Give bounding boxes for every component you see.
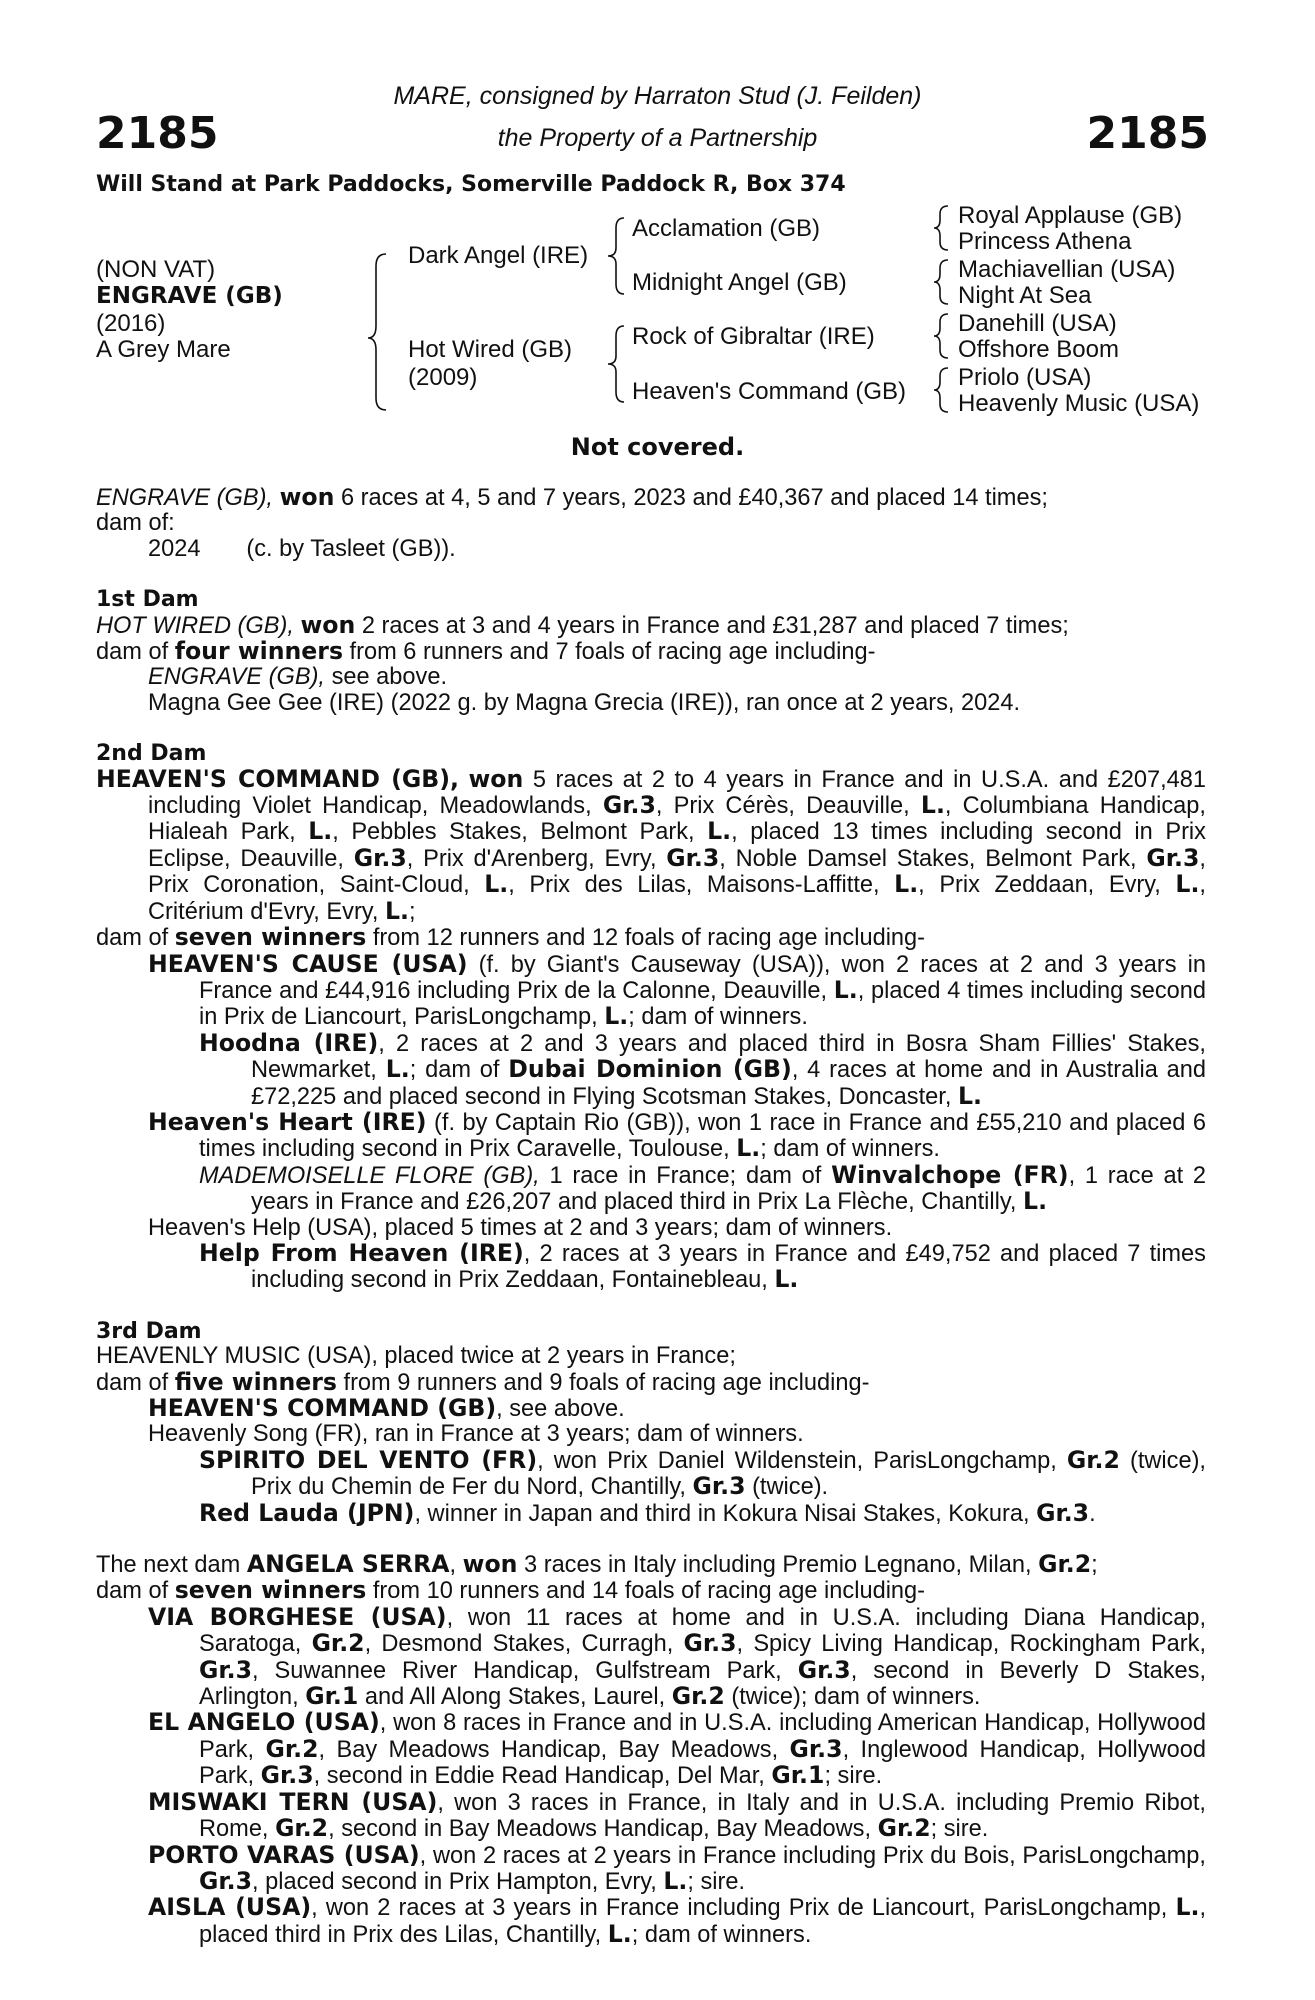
property-line: the Property of a Partnership: [497, 124, 818, 152]
text-run: ;: [408, 898, 416, 925]
listed-label: L.: [604, 1002, 629, 1031]
next-dam-record: [96, 1552, 1206, 1578]
text-run: , won 8 races in France and in U.S.A. including American Handicap, Hollywood Park,: [199, 1710, 1206, 1763]
text-run: , won Prix Daniel Wildenstein, ParisLongchamp,: [537, 1447, 1057, 1474]
porto-varas-entry: [96, 1840, 1206, 1896]
hoodna-entry: [96, 1028, 1207, 1110]
lot-number-right: 2185: [1086, 108, 1209, 159]
pedigree-ssd: Princess Athena: [958, 228, 1132, 255]
pedigree-dsd: Offshore Boom: [958, 336, 1119, 363]
horse-name-bold: AISLA (USA): [148, 1893, 312, 1922]
grade-label: Gr.1: [305, 1682, 359, 1711]
horse-name-bold: Help From Heaven (IRE): [199, 1238, 524, 1267]
listed-label: L.: [385, 1055, 410, 1084]
text-run: , won 2 races at 2 years in France including Prix du Bois, ParisLongchamp,: [419, 1842, 1206, 1869]
horse-name: ENGRAVE (GB): [96, 283, 283, 309]
text-run: , placed third in Prix des Lilas, Chantilly,: [199, 1895, 1206, 1948]
mademoiselle-flore-entry: [96, 1160, 1207, 1216]
text-run: (twice), Prix du Chemin de Fer du Nord, Chantilly,: [251, 1447, 1206, 1501]
intro-won: won: [279, 483, 335, 511]
pedigree-dam: Hot Wired (GB): [408, 336, 573, 363]
listed-label: L.: [894, 870, 919, 899]
horse-description: A Grey Mare: [96, 336, 231, 363]
listed-label: L.: [833, 975, 858, 1004]
grade-label: Gr.3: [1036, 1498, 1090, 1527]
pedigree-sire-sire: Acclamation (GB): [632, 215, 821, 242]
text-run: dam of: [96, 925, 169, 952]
horse-name-italic: MADEMOISELLE FLORE (GB),: [199, 1162, 540, 1189]
pedigree-dss: Danehill (USA): [958, 310, 1117, 337]
brace-ss: [934, 206, 948, 250]
text-run: , 1 race at 2 years in France and £26,207 and placed third in Prix La Flèche, Chantilly,: [251, 1162, 1207, 1216]
intro-horse-name: ENGRAVE (GB),: [96, 485, 273, 511]
pedigree-sire: Dark Angel (IRE): [408, 242, 589, 269]
foal-year: 2024: [148, 535, 201, 562]
text-run: dam of: [96, 1578, 169, 1605]
lot-number-left: 2185: [96, 108, 219, 159]
text-run: , second in Eddie Read Handicap, Del Mar,: [313, 1763, 765, 1790]
first-dam-winners: four winners: [174, 637, 343, 666]
grade-label: Gr.3: [199, 1655, 253, 1684]
text-run: , second in Bay Meadows Handicap, Bay Meadows,: [328, 1816, 872, 1843]
text-run: , placed second in Prix Hampton, Evry,: [252, 1868, 657, 1895]
brace-main: [368, 254, 386, 410]
listed-label: L.: [1175, 870, 1200, 899]
third-dam-produce: [96, 1367, 1206, 1396]
foal-desc: (c. by Tasleet (GB)).: [246, 535, 456, 562]
text-run: , winner in Japan and third in Kokura Nisai Stakes, Kokura,: [414, 1500, 1030, 1527]
grade-label: Gr.2: [1066, 1445, 1120, 1474]
text-run: , 2 races at 2 and 3 years and placed third in Bosra Sham Fillies' Stakes, Newmarket,: [251, 1030, 1206, 1084]
heavens-command-ref: [96, 1396, 1206, 1422]
intro-damof: dam of:: [96, 510, 175, 537]
horse-name-bold: ANGELA SERRA: [246, 1550, 450, 1579]
horse-name-bold: PORTO VARAS (USA): [148, 1840, 420, 1869]
el-angelo-entry: [96, 1710, 1206, 1789]
horse-name-bold: MISWAKI TERN (USA): [148, 1787, 438, 1816]
brace-ds: [934, 314, 948, 358]
winners-count: seven winners: [174, 923, 367, 952]
text-run: 1 race in France; dam of: [549, 1162, 822, 1189]
text-run: , Columbiana Handicap, Hialeah Park,: [148, 793, 1206, 846]
second-dam-heading: 2nd Dam: [96, 741, 207, 767]
first-dam-damof: dam of: [96, 639, 169, 666]
text-run: and All Along Stakes, Laurel,: [364, 1684, 666, 1711]
horse-name-bold: VIA BORGHESE (USA): [148, 1602, 447, 1631]
pedigree-ddd: Heavenly Music (USA): [958, 390, 1200, 417]
text-run: ; sire.: [930, 1816, 989, 1843]
second-dam-won: won: [468, 764, 524, 793]
listed-label: L.: [384, 896, 409, 925]
text-run: 3 races in Italy including Premio Legnano, Milan,: [524, 1552, 1032, 1579]
text-run: dam of: [96, 1369, 169, 1396]
grade-label: Gr.3: [692, 1472, 746, 1501]
listed-label: L.: [484, 870, 509, 899]
first-dam-record: [96, 610, 1206, 639]
listed-label: L.: [736, 1134, 761, 1163]
winners-count: seven winners: [174, 1576, 367, 1605]
grade-label: Gr.3: [602, 791, 656, 820]
text-run: 5 races at 2 to 4 years in France and in U.S.A. and £207,481 including Violet Handicap, Meadowlands,: [148, 766, 1207, 820]
grade-label: Gr.2: [311, 1629, 365, 1658]
heavenly-song-entry: Heavenly Song (FR), ran in France at 3 years; dam of winners.: [148, 1421, 804, 1448]
first-dam-runners: from 6 runners and 7 foals of racing age including-: [349, 639, 876, 666]
text-run: , Prix Coronation, Saint-Cloud,: [148, 845, 1206, 899]
pedigree-braces: [0, 0, 1315, 430]
text-run: , Critérium d'Evry, Evry,: [148, 872, 1206, 925]
miswaki-tern-entry: [96, 1787, 1206, 1843]
winners-count: five winners: [174, 1367, 337, 1396]
listed-label: L.: [663, 1866, 688, 1895]
horse-name-bold: Dubai Dominion (GB): [508, 1055, 792, 1084]
text-run: , Suwannee River Handicap, Gulfstream Park,: [252, 1657, 782, 1684]
text-run: , Desmond Stakes, Curragh,: [364, 1631, 674, 1658]
catalogue-body: [96, 485, 1206, 1948]
pedigree-sdd: Night At Sea: [958, 282, 1092, 309]
first-dam-won: won: [300, 610, 356, 639]
pedigree-dds: Priolo (USA): [958, 364, 1092, 391]
grade-label: Gr.3: [1146, 843, 1200, 872]
text-run: , won 2 races at 3 years in France including Prix de Liancourt, ParisLongchamp,: [311, 1895, 1168, 1922]
text-run: , Inglewood Handicap, Hollywood Park,: [199, 1736, 1206, 1790]
grade-label: Gr.3: [353, 843, 407, 872]
first-dam-name: HOT WIRED (GB),: [96, 612, 294, 639]
grade-label: Gr.2: [275, 1814, 329, 1843]
second-dam-record: [96, 764, 1207, 925]
brace-sire: [608, 218, 624, 294]
text-run: , Prix Zeddaan, Evry,: [918, 872, 1161, 899]
text-run: , Pebbles Stakes, Belmont Park,: [332, 819, 695, 846]
stand-location: Will Stand at Park Paddocks, Somerville Paddock R, Box 374: [96, 172, 846, 197]
listed-label: L.: [707, 817, 732, 846]
consignor-line: MARE, consigned by Harraton Stud (J. Feilden): [393, 82, 922, 110]
foal-1-rest: see above.: [331, 664, 447, 691]
text-run: , won 3 races in France, in Italy and in U.S.A. including Premio Ribot, Rome,: [199, 1789, 1206, 1843]
text-run: , 2 races at 3 years in France and £49,752 and placed 7 times including second in Prix Zeddaan, Fontainebleau,: [251, 1240, 1206, 1294]
first-dam-produce: [96, 639, 1206, 665]
second-dam-name: HEAVEN'S COMMAND (GB),: [96, 764, 459, 793]
second-dam-produce: [96, 925, 1206, 951]
vat-status: (NON VAT): [96, 256, 216, 283]
text-run: ; dam of: [409, 1057, 500, 1084]
text-run: ; dam of winners.: [631, 1921, 812, 1948]
text-run: , Prix d'Arenberg, Evry,: [406, 845, 657, 872]
listed-label: L.: [308, 817, 333, 846]
horse-name-bold: SPIRITO DEL VENTO (FR): [199, 1445, 538, 1474]
text-run: , see above.: [496, 1396, 625, 1422]
not-covered: Not covered.: [570, 433, 745, 461]
text-run: , placed 4 times including second in Prix de Liancourt, ParisLongchamp,: [199, 977, 1206, 1031]
text-run: ; dam of winners.: [628, 1004, 808, 1031]
horse-name-bold: Red Lauda (JPN): [199, 1498, 415, 1527]
horse-year: (2016): [96, 310, 166, 337]
pedigree-sds: Machiavellian (USA): [958, 256, 1176, 283]
horse-name-bold: HEAVEN'S CAUSE (USA): [148, 949, 468, 978]
text-run: (f. by Giant's Causeway (USA)), won 2 races at 2 and 3 years in France and £44,916 including Prix de la Calonne, Deauville,: [199, 951, 1206, 1004]
grade-label: Gr.2: [1038, 1550, 1092, 1579]
horse-name-bold: HEAVEN'S COMMAND (GB): [148, 1394, 497, 1422]
pedigree-dam-sire: Rock of Gibraltar (IRE): [632, 323, 875, 350]
first-dam-rest: 2 races at 3 and 4 years in France and £31,287 and placed 7 times;: [361, 612, 1069, 639]
heavens-help-entry: Heaven's Help (USA), placed 5 times at 2 and 3 years; dam of winners.: [148, 1214, 893, 1241]
heavens-heart-entry: [96, 1107, 1206, 1163]
next-dam-produce: [96, 1578, 1206, 1604]
text-run: , won 11 races at home and in U.S.A. including Diana Handicap, Saratoga,: [199, 1604, 1207, 1658]
horse-name-bold: EL ANGELO (USA): [148, 1708, 380, 1737]
grade-label: Gr.3: [260, 1761, 314, 1790]
text-run: ; sire.: [687, 1868, 746, 1895]
text-run: (f. by Captain Rio (GB)), won 1 race in France and £55,210 and placed 6 times including second in Prix Caravelle, Toulouse,: [199, 1109, 1206, 1163]
foal-line: [96, 537, 1206, 562]
brace-dam: [608, 326, 624, 402]
grade-label: Gr.1: [771, 1761, 825, 1790]
grade-label: Gr.3: [789, 1734, 843, 1763]
first-dam-heading: 1st Dam: [96, 587, 199, 613]
text-run: , second in Beverly D Stakes, Arlington,: [199, 1657, 1207, 1711]
heavens-cause-entry: [96, 949, 1206, 1031]
brace-sd: [934, 260, 948, 304]
pedigree-dam-dam: Heaven's Command (GB): [632, 378, 907, 405]
pedigree-sss: Royal Applause (GB): [958, 202, 1183, 229]
text-run: , Noble Damsel Stakes, Belmont Park,: [719, 845, 1137, 872]
text-run: , Prix Cérès, Deauville,: [655, 793, 910, 820]
third-dam-heading: 3rd Dam: [96, 1318, 202, 1344]
text-run: from 9 runners and 9 foals of racing age including-: [343, 1369, 870, 1396]
listed-label: L.: [920, 791, 945, 820]
listed-label: L.: [957, 1081, 982, 1110]
intro-record: 6 races at 4, 5 and 7 years, 2023 and £40,367 and placed 14 times;: [340, 485, 1048, 511]
grade-label: Gr.2: [877, 1814, 931, 1843]
text-run: from 12 runners and 12 foals of racing age including-: [372, 925, 926, 952]
text-run: ; sire.: [824, 1763, 883, 1790]
text-run: from 10 runners and 14 foals of racing age including-: [372, 1578, 926, 1605]
first-dam-foal-2: Magna Gee Gee (IRE) (2022 g. by Magna Grecia (IRE)), ran once at 2 years, 2024.: [148, 689, 1021, 716]
grade-label: Gr.3: [666, 843, 720, 872]
grade-label: Gr.3: [797, 1655, 851, 1684]
text-run: ;: [1091, 1552, 1098, 1579]
aisla-entry: [96, 1895, 1206, 1948]
text-run: (twice).: [752, 1474, 829, 1501]
text-run: ,: [449, 1552, 457, 1579]
text-run: ; dam of winners.: [760, 1136, 940, 1163]
third-dam-record: HEAVENLY MUSIC (USA), placed twice at 2 years in France;: [96, 1343, 736, 1370]
red-lauda-entry: [96, 1498, 1206, 1527]
pedigree-sire-dam: Midnight Angel (GB): [632, 269, 847, 296]
grade-label: Gr.3: [199, 1866, 253, 1895]
horse-name-bold: Winvalchope (FR): [831, 1160, 1069, 1189]
grade-label: Gr.2: [671, 1682, 725, 1711]
text-run: .: [1089, 1500, 1096, 1527]
intro-line: [96, 485, 1206, 511]
text-run: , Spicy Living Handicap, Rockingham Park,: [736, 1631, 1206, 1658]
won-label: won: [462, 1550, 518, 1579]
text-run: , Bay Meadows Handicap, Bay Meadows,: [318, 1736, 779, 1763]
text-run: The next dam: [96, 1552, 241, 1579]
text-run: , placed 13 times including second in Prix Eclipse, Deauville,: [148, 819, 1206, 872]
horse-name-bold: Heaven's Heart (IRE): [148, 1107, 427, 1136]
listed-label: L.: [607, 1919, 632, 1948]
help-from-heaven-entry: [96, 1238, 1206, 1294]
brace-dd: [934, 368, 948, 412]
text-run: , 4 races at home and in Australia and £72,225 and placed second in Flying Scotsman Stakes, Doncaster,: [251, 1057, 1207, 1110]
listed-label: L.: [774, 1265, 799, 1294]
text-run: (twice); dam of winners.: [731, 1684, 981, 1711]
pedigree-dam-year: (2009): [408, 364, 478, 391]
horse-name-bold: Hoodna (IRE): [199, 1028, 379, 1057]
grade-label: Gr.3: [683, 1629, 737, 1658]
first-dam-foal-1: [96, 665, 1206, 690]
listed-label: L.: [1175, 1893, 1200, 1922]
spirito-del-vento-entry: [96, 1445, 1206, 1501]
listed-label: L.: [1023, 1187, 1048, 1216]
via-borghese-entry: [96, 1602, 1207, 1711]
text-run: , Prix des Lilas, Maisons-Laffitte,: [508, 872, 880, 899]
foal-1-name: ENGRAVE (GB),: [148, 664, 325, 691]
grade-label: Gr.2: [265, 1734, 319, 1763]
